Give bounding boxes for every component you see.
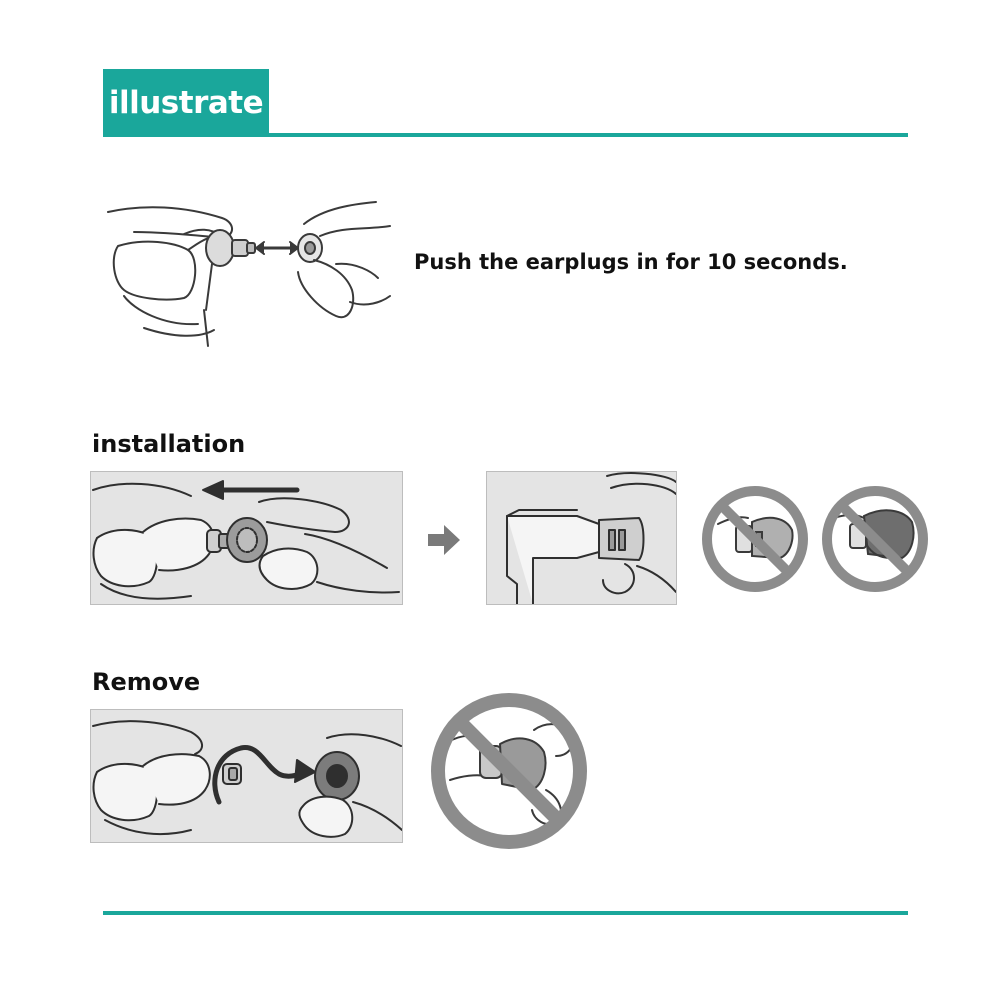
header-divider xyxy=(268,133,908,137)
prohibited-pulling-eartip-icon xyxy=(428,690,590,852)
remove-heading: Remove xyxy=(92,668,201,696)
footer-divider xyxy=(103,911,908,915)
next-step-arrow-icon xyxy=(426,523,462,557)
hands-fitting-eartip-icon xyxy=(104,198,394,348)
installation-heading: installation xyxy=(92,430,246,458)
hands-pushing-eartip-icon xyxy=(90,471,403,605)
eartip-seated-on-nozzle-icon xyxy=(486,471,677,605)
twist-off-eartip-icon xyxy=(90,709,403,843)
page-title: illustrate xyxy=(108,85,264,121)
prohibited-tilted-eartip-icon xyxy=(700,484,810,594)
prohibited-loose-eartip-icon xyxy=(820,484,930,594)
push-instruction: Push the earplugs in for 10 seconds. xyxy=(414,250,848,274)
